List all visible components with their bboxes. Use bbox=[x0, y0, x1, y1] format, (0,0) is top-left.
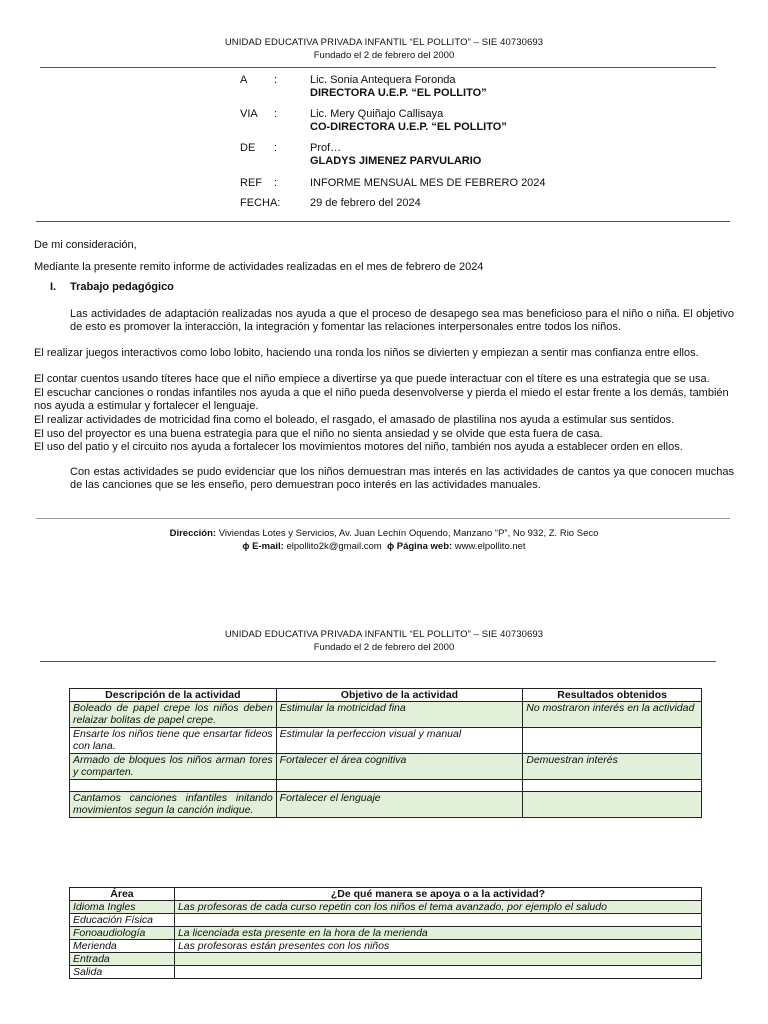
memo-to-name: Lic. Sonia Antequera Foronda bbox=[310, 74, 456, 86]
table-cell: Fortalecer el área cognitiva bbox=[276, 754, 523, 780]
table-cell: Idioma Ingles bbox=[70, 901, 175, 914]
table-row bbox=[70, 940, 702, 953]
address-value: Viviendas Lotes y Servicios, Av. Juan Lechín Oquendo, Manzano “P”, No 932, Z. Rio Seco bbox=[216, 528, 599, 539]
paragraph-games: El realizar juegos interactivos como lobo lobito, haciendo una ronda los niños se divierten y empiezan a sentir mas confianza entre ellos. bbox=[34, 347, 699, 359]
school-founded-line: Fundado el 2 de febrero del 2000 bbox=[313, 642, 455, 653]
table-cell: Cantamos canciones infantiles initando movimientos segun la canción indique. bbox=[70, 792, 277, 818]
memo-via-name: Lic. Mery Quiñajo Callisaya bbox=[310, 108, 444, 120]
memo-date-row bbox=[240, 197, 660, 210]
memo-from-key: DE bbox=[240, 142, 256, 154]
table-cell bbox=[174, 966, 701, 979]
activities-table bbox=[69, 688, 702, 818]
school-header-title: UNIDAD EDUCATIVA PRIVADA INFANTIL “EL POLLITO” – SIE 40730693 bbox=[224, 629, 544, 640]
memo-via-colon: : bbox=[274, 108, 278, 120]
memo-ref-colon: : bbox=[274, 177, 278, 189]
paragraph-songs: El escuchar canciones o rondas infantiles nos ayuda a que el niño pueda desenvolverse y pierda el miedo el estar frente a los demás, también nos ayuda a estimular y fortalecer el lenguaje. bbox=[34, 387, 729, 412]
table-row bbox=[70, 754, 702, 780]
table-cell: Armado de bloques los niños arman tores y comparten. bbox=[70, 754, 277, 780]
memo-date-key: FECHA: bbox=[240, 197, 281, 209]
table-row bbox=[70, 914, 702, 927]
memo-from-row bbox=[240, 142, 660, 168]
memo-ref-key: REF bbox=[240, 177, 262, 189]
table-cell: Demuestran interés bbox=[523, 754, 702, 780]
table-row bbox=[70, 901, 702, 914]
memo-from-name: Prof… bbox=[310, 142, 342, 154]
table-row bbox=[70, 702, 702, 728]
paragraph-projector: El uso del proyector es una buena estrategia para que el niño no sienta ansiedad y se olvide que esta fuera de casa. bbox=[34, 428, 603, 440]
bullet-icon: ɸ bbox=[386, 541, 395, 552]
email-value: elpollito2k@gmail.com bbox=[283, 541, 382, 552]
paragraph-fine-motor: El realizar actividades de motricidad fina como el boleado, el rasgado, el amasado de plastilina nos ayuda a estimular sus sentidos. bbox=[34, 414, 675, 426]
memo-from-title: GLADYS JIMENEZ PARVULARIO bbox=[310, 155, 482, 167]
table-cell bbox=[523, 780, 702, 792]
memo-via-title: CO-DIRECTORA U.E.P. “EL POLLITO” bbox=[310, 121, 507, 133]
school-header-title: UNIDAD EDUCATIVA PRIVADA INFANTIL “EL POLLITO” – SIE 40730693 bbox=[224, 37, 544, 48]
memo-via-key: VIA bbox=[240, 108, 258, 120]
table-cell: Las profesoras de cada curso repetin con los niños el tema avanzado, por ejemplo el saludo bbox=[174, 901, 701, 914]
greeting: De mi consideración, bbox=[34, 239, 137, 251]
table-row bbox=[70, 780, 702, 792]
table-cell: Entrada bbox=[70, 953, 175, 966]
header-divider bbox=[40, 661, 716, 662]
footer-divider bbox=[36, 518, 730, 519]
memo-to-row bbox=[240, 74, 660, 100]
table-cell: La licenciada esta presente en la hora de la merienda bbox=[174, 927, 701, 940]
table-cell bbox=[70, 780, 277, 792]
table-header-cell: ¿De qué manera se apoya o a la actividad? bbox=[174, 888, 701, 901]
table-cell bbox=[523, 728, 702, 754]
table-row bbox=[70, 953, 702, 966]
table-cell: Salida bbox=[70, 966, 175, 979]
memo-from-colon: : bbox=[274, 142, 278, 154]
table-row bbox=[70, 927, 702, 940]
bullet-icon: ɸ bbox=[242, 541, 250, 552]
table-cell: Ensarte los niños tiene que ensartar fideos con lana. bbox=[70, 728, 277, 754]
table-cell bbox=[276, 780, 523, 792]
table-header-cell: Objetivo de la actividad bbox=[276, 689, 523, 702]
table-cell: No mostraron interés en la actividad bbox=[523, 702, 702, 728]
web-value: www.elpollito.net bbox=[452, 541, 526, 552]
intro-paragraph: Mediante la presente remito informe de actividades realizadas en el mes de febrero de 2024 bbox=[34, 261, 484, 273]
table-cell: Estimular la motricidad fina bbox=[276, 702, 523, 728]
memo-to-key: A bbox=[240, 74, 248, 86]
table-cell: Las profesoras están presentes con los niños bbox=[174, 940, 701, 953]
memo-via-row bbox=[240, 108, 660, 134]
memo-to-colon: : bbox=[274, 74, 278, 86]
table-cell: Estimular la perfeccion visual y manual bbox=[276, 728, 523, 754]
memo-ref-value: INFORME MENSUAL MES DE FEBRERO 2024 bbox=[310, 177, 546, 189]
table-cell: Fortalecer el lenguaje bbox=[276, 792, 523, 818]
footer-contact bbox=[0, 541, 768, 552]
table-header-row bbox=[70, 689, 702, 702]
table-cell bbox=[174, 914, 701, 927]
paragraph-adaptation: Las actividades de adaptación realizadas nos ayuda a que el proceso de desapego sea mas beneficioso para el niño o niña. El objetivo de esto es promover la interacción, la integración y fomentar las relaciones interpersonales entre todos los niños. bbox=[70, 308, 734, 333]
memo-date-value: 29 de febrero del 2024 bbox=[310, 197, 421, 209]
paragraph-patio: El uso del patio y el circuito nos ayuda a fortalecer los movimientos motores del niño, también nos ayuda a establecer orden en ellos. bbox=[34, 441, 683, 453]
memo-ref-row bbox=[240, 177, 660, 190]
address-label: Dirección: bbox=[169, 528, 217, 539]
table-header-row bbox=[70, 888, 702, 901]
paragraph-puppets: El contar cuentos usando títeres hace que el niño empiece a divertirse ya que puede interactuar con el títere es una estrategia que se usa. bbox=[34, 373, 710, 385]
web-label: Página web: bbox=[396, 541, 453, 552]
section-number: I. bbox=[50, 281, 57, 293]
memo-divider bbox=[36, 221, 730, 222]
table-header-cell: Descripción de la actividad bbox=[70, 689, 277, 702]
table-cell: Educación Física bbox=[70, 914, 175, 927]
table-row bbox=[70, 792, 702, 818]
paragraph-conclusion: Con estas actividades se pudo evidenciar que los niños demuestran mas interés en las actividades de cantos ya que conocen muchas de las canciones que se les enseño, pero demuestran poco interés en las actividades manuales. bbox=[70, 466, 734, 491]
section-heading bbox=[34, 281, 174, 293]
memo-to-title: DIRECTORA U.E.P. “EL POLLITO” bbox=[310, 87, 487, 99]
table-row bbox=[70, 728, 702, 754]
areas-table bbox=[69, 887, 702, 979]
email-label: E-mail: bbox=[252, 541, 284, 552]
table-cell: Merienda bbox=[70, 940, 175, 953]
school-founded-line: Fundado el 2 de febrero del 2000 bbox=[313, 50, 455, 61]
table-header-cell: Área bbox=[70, 888, 175, 901]
footer-address bbox=[0, 528, 768, 539]
table-cell bbox=[523, 792, 702, 818]
table-cell: Boleado de papel crepe los niños deben relaizar bolitas de papel crepe. bbox=[70, 702, 277, 728]
table-row bbox=[70, 966, 702, 979]
table-cell: Fonoaudiología bbox=[70, 927, 175, 940]
table-cell bbox=[174, 953, 701, 966]
header-divider bbox=[40, 67, 716, 68]
table-header-cell: Resultados obtenidos bbox=[523, 689, 702, 702]
section-title: Trabajo pedagógico bbox=[70, 281, 174, 293]
